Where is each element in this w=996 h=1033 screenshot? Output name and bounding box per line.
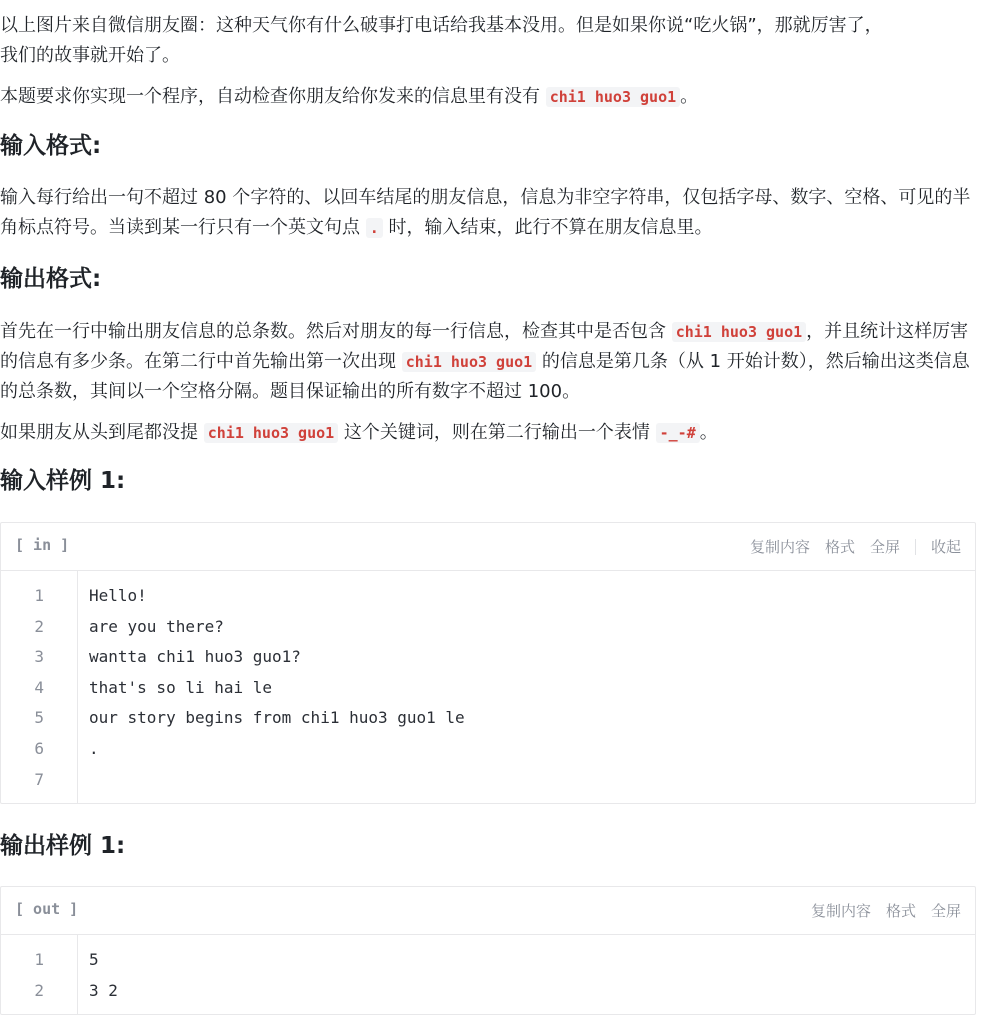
output-format-text: ，并且统计这样厉害的信息有多少条。在第二行中首先输出第一次出现 [0, 321, 969, 372]
sample-input-actions [735, 536, 961, 557]
sample-input-body [1, 571, 975, 803]
task-paragraph [0, 82, 975, 112]
code-line: 3 2 [89, 980, 118, 1000]
line-number-gutter [1, 935, 78, 1014]
sample-output-box [0, 886, 976, 1015]
line-number: 4 [34, 677, 44, 697]
inline-code: . [366, 218, 383, 238]
output-format-text: 。 [699, 422, 718, 443]
task-text: 本题要求你实现一个程序，自动检查你朋友给你发来的信息里有没有 [0, 86, 546, 107]
sample-input-header [1, 523, 975, 571]
intro-line-2: 我们的故事就开始了。 [0, 45, 180, 66]
copy-content-button[interactable]: 复制内容 [749, 538, 810, 556]
sample-output-actions [796, 900, 961, 921]
inline-code: chi1 huo3 guo1 [672, 322, 806, 342]
inline-code: chi1 huo3 guo1 [402, 352, 536, 372]
inline-code: chi1 huo3 guo1 [546, 87, 680, 107]
task-text-end: 。 [680, 86, 699, 107]
code-lines[interactable] [78, 935, 118, 1014]
sample-output-heading: 输出样例 1: [0, 833, 126, 859]
input-format-paragraph [0, 183, 975, 243]
line-number: 2 [34, 980, 44, 1000]
output-format-paragraph-2 [0, 418, 975, 448]
inline-code: -_-# [656, 423, 700, 443]
code-line: our story begins from chi1 huo3 guo1 le [89, 708, 465, 728]
inline-code: chi1 huo3 guo1 [204, 423, 338, 443]
code-line: Hello! [89, 586, 147, 605]
line-number: 7 [34, 769, 44, 789]
line-number: 5 [34, 708, 44, 728]
input-format-heading: 输入格式: [0, 133, 102, 159]
output-format-heading: 输出格式: [0, 266, 102, 292]
code-line: 5 [89, 950, 99, 969]
sample-output-body [1, 935, 975, 1014]
output-format-paragraph-1 [0, 317, 975, 407]
output-format-text: 的信息是第几条（从 1 开始计数），然后输出这类信息的总条数，其间以一个空格分隔。题目保证输出的所有数字不超过 100。 [0, 351, 970, 402]
actions-divider [915, 539, 916, 555]
line-number: 1 [34, 950, 44, 969]
code-line: that's so li hai le [89, 677, 273, 697]
line-number: 3 [34, 647, 44, 667]
intro-paragraph [0, 11, 975, 71]
intro-line-1: 以上图片来自微信朋友圈：这种天气你有什么破事打电话给我基本没用。但是如果你说“吃火锅”，那就厉害了， [0, 15, 883, 36]
fullscreen-button[interactable]: 全屏 [869, 538, 900, 556]
code-line: are you there? [89, 616, 224, 636]
code-line [89, 765, 465, 796]
line-number: 2 [34, 616, 44, 636]
input-format-text: 输入每行给出一句不超过 80 个字符的、以回车结尾的朋友信息，信息为非空字符串，仅包括字母、数字、空格、可见的半角标点符号。当读到某一行只有一个英文句点 [0, 187, 971, 238]
output-format-text: 首先在一行中输出朋友信息的总条数。然后对朋友的每一行信息，检查其中是否包含 [0, 321, 672, 342]
sample-input-heading: 输入样例 1: [0, 468, 126, 494]
format-button[interactable]: 格式 [885, 902, 916, 920]
code-line: . [89, 738, 99, 758]
fullscreen-button[interactable]: 全屏 [930, 902, 961, 920]
output-format-text: 如果朋友从头到尾都没提 [0, 422, 204, 443]
line-number-gutter [1, 571, 78, 803]
code-line: wantta chi1 huo3 guo1? [89, 647, 301, 667]
copy-content-button[interactable]: 复制内容 [810, 902, 871, 920]
output-format-text: 这个关键词，则在第二行输出一个表情 [338, 422, 656, 443]
sample-input-tag: [ in ] [15, 536, 70, 554]
line-number: 6 [34, 738, 44, 758]
collapse-button[interactable]: 收起 [930, 538, 961, 556]
format-button[interactable]: 格式 [824, 538, 855, 556]
sample-output-header [1, 887, 975, 935]
input-format-text-end: 时，输入结束，此行不算在朋友信息里。 [382, 217, 713, 238]
sample-output-tag: [ out ] [15, 900, 79, 918]
sample-input-box [0, 522, 976, 804]
code-lines[interactable] [78, 571, 465, 803]
line-number: 1 [34, 586, 44, 605]
